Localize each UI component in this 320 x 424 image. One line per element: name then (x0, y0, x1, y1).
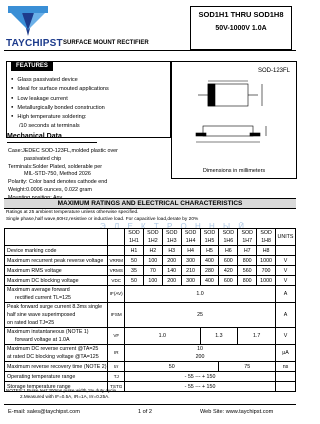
unit-cell: μA (276, 345, 296, 362)
dimensions-note: Dimensions in millimeters (202, 168, 266, 174)
cell-line: 10 (197, 346, 203, 352)
row-desc (5, 328, 108, 345)
part-header: SOD 1H6 (219, 229, 238, 246)
row-sym: TJ (108, 372, 125, 382)
ratings-table (4, 228, 296, 392)
feature-item: ● Metallurgically bonded construction (11, 103, 109, 112)
unit-cell: V (276, 256, 296, 266)
row-sym: IF(AV) (108, 286, 125, 303)
ratings-note-2: Single phase,half wave,60Hz,resistive or inductive load. For capacitive load,derate by 20% (6, 217, 199, 222)
cell: 1.3 (200, 328, 238, 345)
doc-subtitle: SURFACE MOUNT RECTIFIER (63, 40, 149, 46)
cell: 1.0 (125, 328, 201, 345)
row-desc (5, 303, 108, 328)
mech-line: Case:JEDEC SOD-123FL,molded plastic over (8, 148, 118, 154)
desc-line: Maximum average forward (7, 287, 70, 293)
cell: H4 (181, 246, 200, 256)
cell-line: 200 (195, 354, 205, 360)
table-row (5, 276, 296, 286)
footer-divider (4, 404, 296, 405)
part-number-box (190, 6, 292, 50)
row-desc: Operating temperature range (5, 372, 108, 382)
row-sym: IR (108, 345, 125, 362)
features-box (6, 61, 171, 138)
cell: 300 (181, 276, 200, 286)
mech-line: Weight:0.0006 ounces, 0.022 gram (8, 186, 92, 193)
cell: 1000 (257, 256, 276, 266)
cell: 1.0 (125, 286, 276, 303)
cell: 280 (200, 266, 219, 276)
ratings-heading: MAXIMUM RATINGS AND ELECTRICAL CHARACTERISTICS (4, 198, 296, 209)
mechanical-data (8, 148, 168, 203)
part-range: SOD1H1 THRU SOD1H8 (198, 10, 284, 19)
header-divider (4, 50, 296, 51)
row-desc: Maximum recurrent peak reverse voltage (5, 256, 108, 266)
unit-cell (276, 372, 296, 382)
feature-item: ● Ideal for surface mouted applications (11, 84, 109, 93)
taychipst-logo-icon (8, 6, 48, 36)
unit-cell: V (276, 328, 296, 345)
cell: 50 (125, 362, 219, 372)
cell: 140 (162, 266, 181, 276)
row-desc: Maximum DC blocking voltage (5, 276, 108, 286)
desc-line: Maximum DC reverse current @TA=25 (7, 346, 99, 352)
row-sym: VRRM (108, 256, 125, 266)
row-sym: VF (108, 328, 125, 345)
desc-line: half sine wave superimposed (7, 312, 76, 318)
cell: - 55 --- + 150 (125, 372, 276, 382)
part-header: SOD 1H3 (162, 229, 181, 246)
cell: 700 (257, 266, 276, 276)
row-sym: VDC (108, 276, 125, 286)
cell: H2 (143, 246, 162, 256)
desc-line: on rated load TJ=25 (7, 320, 55, 326)
cell: 100 (143, 256, 162, 266)
part-header: SOD 1H4 (181, 229, 200, 246)
row-desc: Maximum RMS voltage (5, 266, 108, 276)
unit-cell: V (276, 266, 296, 276)
feature-item: ● Glass passivated device (11, 75, 109, 84)
mech-line: MIL-STD-750, Method 2026 (24, 171, 91, 178)
desc-line: rectified current TL=125 (15, 295, 71, 301)
cell (276, 246, 296, 256)
ratings-note-1: Ratings at 25 ambient temperature unless otherwise specified. (6, 210, 139, 215)
cell: 200 (162, 256, 181, 266)
cell: 35 (125, 266, 144, 276)
part-header: SOD 1H2 (143, 229, 162, 246)
desc-line: forward voltage at 1.0A (15, 337, 70, 343)
part-header: SOD 1H1 (125, 229, 144, 246)
cell: 1.7 (238, 328, 276, 345)
row-desc: Device marking code (5, 246, 108, 256)
footer-page-number: 1 of 2 (138, 409, 152, 415)
feature-item: ● High temperature soldering: (11, 112, 109, 121)
table-row (5, 256, 296, 266)
package-drawing-box (171, 61, 297, 179)
cell: 100 (143, 276, 162, 286)
table-row (5, 303, 296, 328)
mech-line: Terminals:Solder Plated, solderable per (8, 163, 103, 170)
desc-line: Maximum instantaneous (NOTE 1) (7, 329, 89, 335)
mech-line: passivated chip (24, 155, 62, 162)
cell: 25 (125, 303, 276, 328)
row-sym: IFSM (108, 303, 125, 328)
table-row (5, 345, 296, 362)
header-cell (108, 229, 125, 246)
cell: 800 (238, 276, 257, 286)
row-sym: VRMS (108, 266, 125, 276)
table-row (5, 328, 296, 345)
desc-line: at rated DC blocking voltage @TA=125 (7, 354, 99, 360)
note-line: NOTES:1.Pulse test:300ms pulse width,1% duty cycle. (6, 388, 118, 393)
cell: 800 (238, 256, 257, 266)
package-outline-drawing (178, 78, 290, 158)
row-desc (5, 345, 108, 362)
table-header-row (5, 229, 296, 246)
cell: H1 (125, 246, 144, 256)
package-label: SOD-123FL (257, 68, 290, 74)
cell: 600 (219, 256, 238, 266)
cell: 560 (238, 266, 257, 276)
cell: 75 (219, 362, 276, 372)
feature-item: /10 seconds at terminals (19, 123, 80, 130)
cell: 50 (125, 256, 144, 266)
cell: H7 (238, 246, 257, 256)
unit-cell (276, 382, 296, 392)
part-header: SOD 1H7 (238, 229, 257, 246)
mechanical-heading: Mechanical Data (7, 133, 62, 140)
header-cell (5, 229, 108, 246)
unit-cell: ns (276, 362, 296, 372)
mechanical-underline (7, 142, 97, 143)
cell: 210 (181, 266, 200, 276)
cell: 400 (200, 256, 219, 266)
cell: 50 (125, 276, 144, 286)
footer-email[interactable]: E-mail: sales@taychipst.com (8, 409, 80, 415)
mech-line: Polarity: Color band denotes cathode end (8, 179, 108, 186)
watermark: Э Л Е К Т Р О Н Н Ы Й (100, 222, 248, 231)
unit-cell: A (276, 286, 296, 303)
note-line: 2.Measured with IF=0.5A, IR=1A, Irr=0.25A. (20, 394, 110, 399)
cell: 70 (143, 266, 162, 276)
table-row (5, 286, 296, 303)
cell: 600 (219, 276, 238, 286)
cell: 1000 (257, 276, 276, 286)
row-sym: TSTG (108, 382, 125, 392)
row-desc: Storage temperature range (5, 382, 108, 392)
cell: H5 (200, 246, 219, 256)
brand-name: TAYCHIPST (6, 38, 63, 49)
unit-cell: V (276, 276, 296, 286)
features-list (11, 75, 109, 131)
cell: H8 (257, 246, 276, 256)
features-heading: FEATURES (11, 61, 53, 71)
table-row (5, 246, 296, 256)
part-header: SOD 1H8 (257, 229, 276, 246)
cell: 420 (219, 266, 238, 276)
cell: H3 (162, 246, 181, 256)
part-header: SOD 1H5 (200, 229, 219, 246)
cell: 300 (181, 256, 200, 266)
table-row (5, 372, 296, 382)
row-sym (108, 246, 125, 256)
cell: 200 (162, 276, 181, 286)
row-sym: trr (108, 362, 125, 372)
part-spec: 50V-1000V 1.0A (215, 25, 267, 32)
cell: 400 (200, 276, 219, 286)
table-row (5, 362, 296, 372)
notes (6, 388, 117, 400)
footer-website[interactable]: Web Site: www.taychipst.com (200, 409, 274, 415)
cell: H6 (219, 246, 238, 256)
row-desc (5, 286, 108, 303)
desc-line: Peak forward surge current 8.3ms single (7, 304, 103, 310)
cell (125, 345, 276, 362)
row-desc: Maximum reverse recovery time (NOTE 2) (5, 362, 108, 372)
feature-item: ● Low leakage current (11, 94, 109, 103)
units-header: UNITS (276, 229, 296, 246)
table-row (5, 266, 296, 276)
cell: - 55 --- + 150 (125, 382, 276, 392)
unit-cell: A (276, 303, 296, 328)
